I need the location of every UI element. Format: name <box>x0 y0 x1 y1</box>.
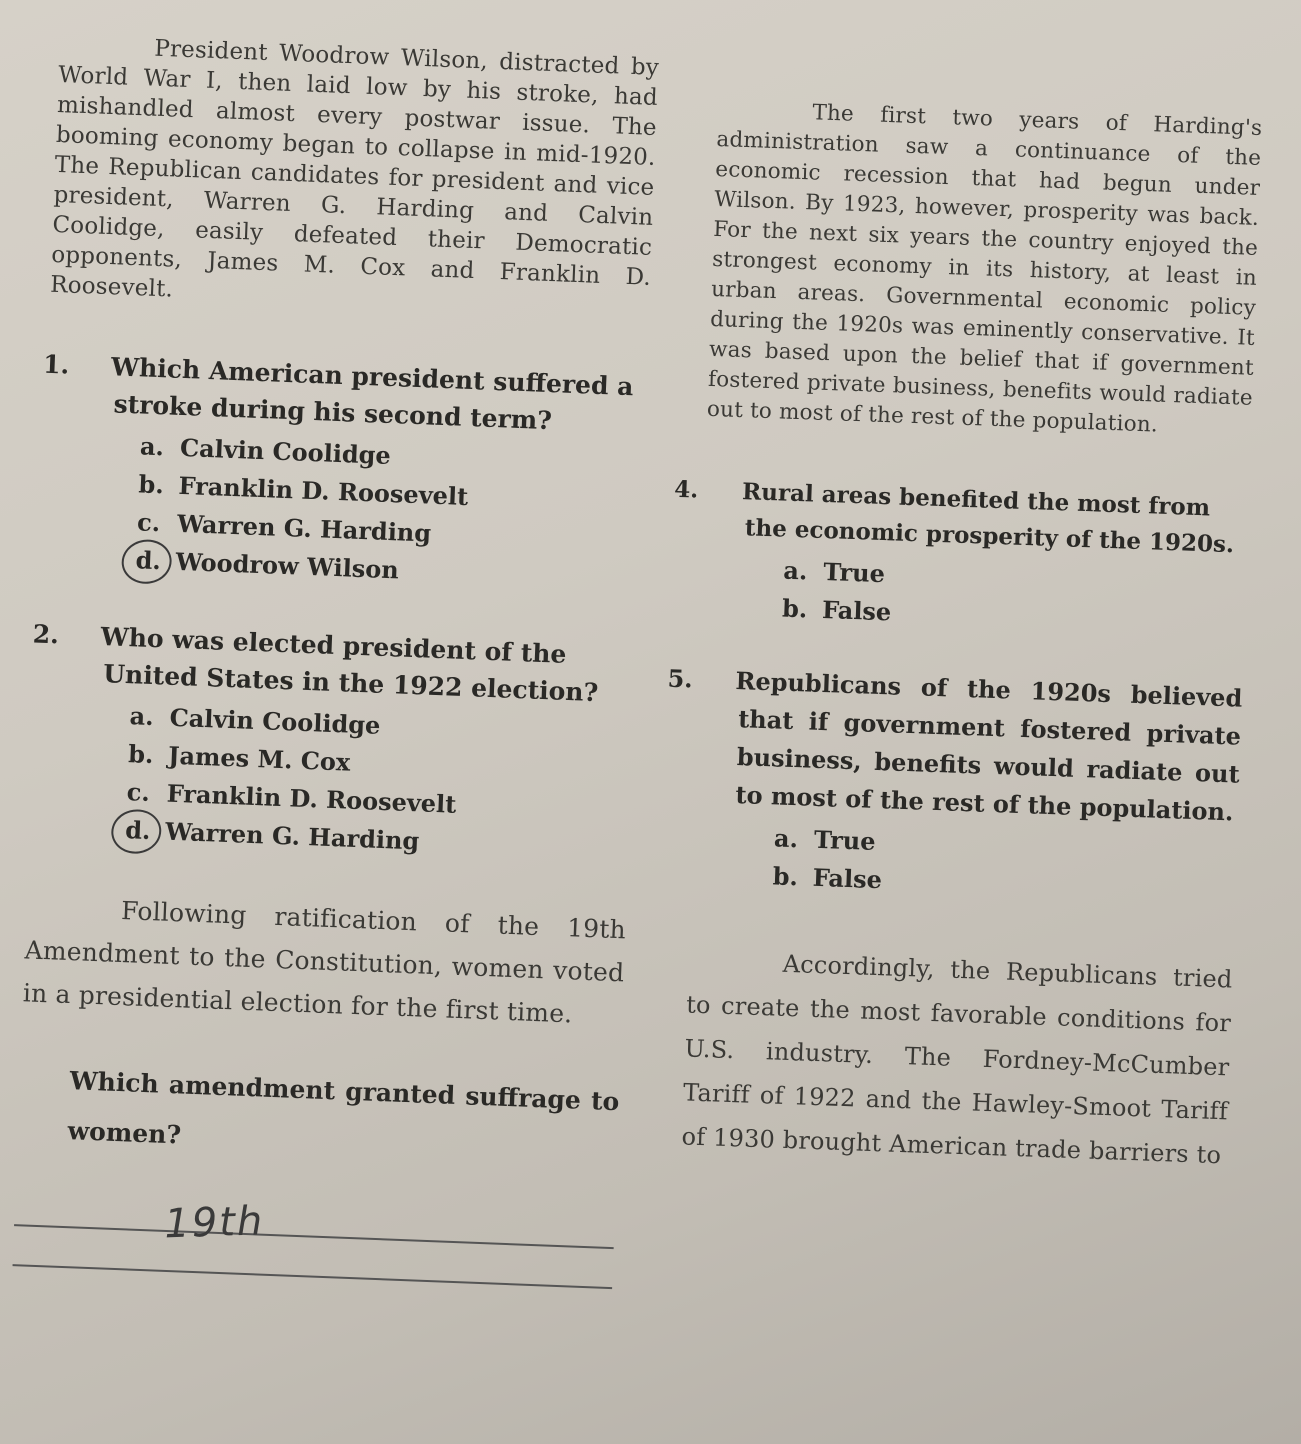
question-4-number: 4. <box>673 475 699 504</box>
question-3 <box>13 1054 621 1289</box>
left-column <box>13 30 660 1289</box>
question-4 <box>673 473 1250 644</box>
question-1-number: 1. <box>42 349 70 380</box>
question-4-option-a[interactable]: a. True <box>782 555 886 589</box>
question-1 <box>39 346 647 599</box>
question-5 <box>667 661 1243 912</box>
question-5-option-b[interactable]: b. False <box>772 861 883 895</box>
question-2-number: 2. <box>32 619 60 650</box>
question-5-number: 5. <box>667 663 694 694</box>
passage-19th-amendment: Following ratification of the 19th Amendment to the Constitution, women voted in a presidential election for the first time. <box>22 896 627 1029</box>
question-3-number <box>19 1054 71 1106</box>
question-1-option-c[interactable]: c. Warren G. Harding <box>136 507 432 548</box>
passage-tariffs: Accordingly, the Republicans tried to create the most favorable conditions for U.S. industry. The Fordney-McCumber Tariff of 1922 and the Hawley-Smoot Tariff of 1930 brought American trade barriers to <box>681 949 1233 1170</box>
question-1-option-d[interactable]: d. Woodrow Wilson <box>135 541 640 598</box>
right-column <box>667 95 1263 1177</box>
question-1-option-b[interactable]: b. Franklin D. Roosevelt <box>138 469 469 512</box>
question-2-option-b[interactable]: b. James M. Cox <box>127 739 351 777</box>
question-4-text: Rural areas benefited the most from the economic prosperity of the 1920s. <box>741 478 1235 559</box>
question-5-option-a[interactable]: a. True <box>773 823 877 856</box>
question-2-option-a[interactable]: a. Calvin Coolidge <box>129 701 381 740</box>
question-4-option-b[interactable]: b. False <box>781 593 892 627</box>
question-1-options <box>39 424 644 599</box>
question-1-option-a[interactable]: a. Calvin Coolidge <box>139 431 392 470</box>
question-2 <box>29 616 637 869</box>
question-2-options <box>29 694 634 869</box>
question-2-text: Who was elected president of the United States in the 1922 election? <box>100 622 599 708</box>
handwritten-answer: 19th <box>163 1198 265 1248</box>
question-3-text: Which amendment granted suffrage to women? <box>67 1066 620 1150</box>
passage-harding-economy: The first two years of Harding's administration saw a continuance of the economic recession that had begun under Wilson. By 1923, however, prosperity was back. For the next six years the country enjoyed the strongest economy in its history, at least in urban areas. Governmental economic policy during the 1920s was eminently conservative. It was based upon the belief that if government fostered private business, benefits would radiate out to most of the rest of the population. <box>706 100 1263 438</box>
passage-wilson: President Woodrow Wilson, distracted by World War I, then laid low by his stroke, had mishandled almost every postwar issue. The booming economy began to collapse in mid-1920. The Republican candidates for president and vice president, Warren G. Harding and Calvin Coolidge, easily defeated their Democratic opponents, James M. Cox and Franklin D. Roosevelt. <box>49 35 660 303</box>
question-1-text: Which American president suffered a stroke during his second term? <box>110 352 634 436</box>
question-2-option-d[interactable]: d. Warren G. Harding <box>125 811 630 868</box>
question-2-option-c[interactable]: c. Franklin D. Roosevelt <box>126 777 457 819</box>
question-5-text: Republicans of the 1920s believed that if government fostered private business, benefits would radiate out to most of the rest of the population. <box>735 665 1243 827</box>
